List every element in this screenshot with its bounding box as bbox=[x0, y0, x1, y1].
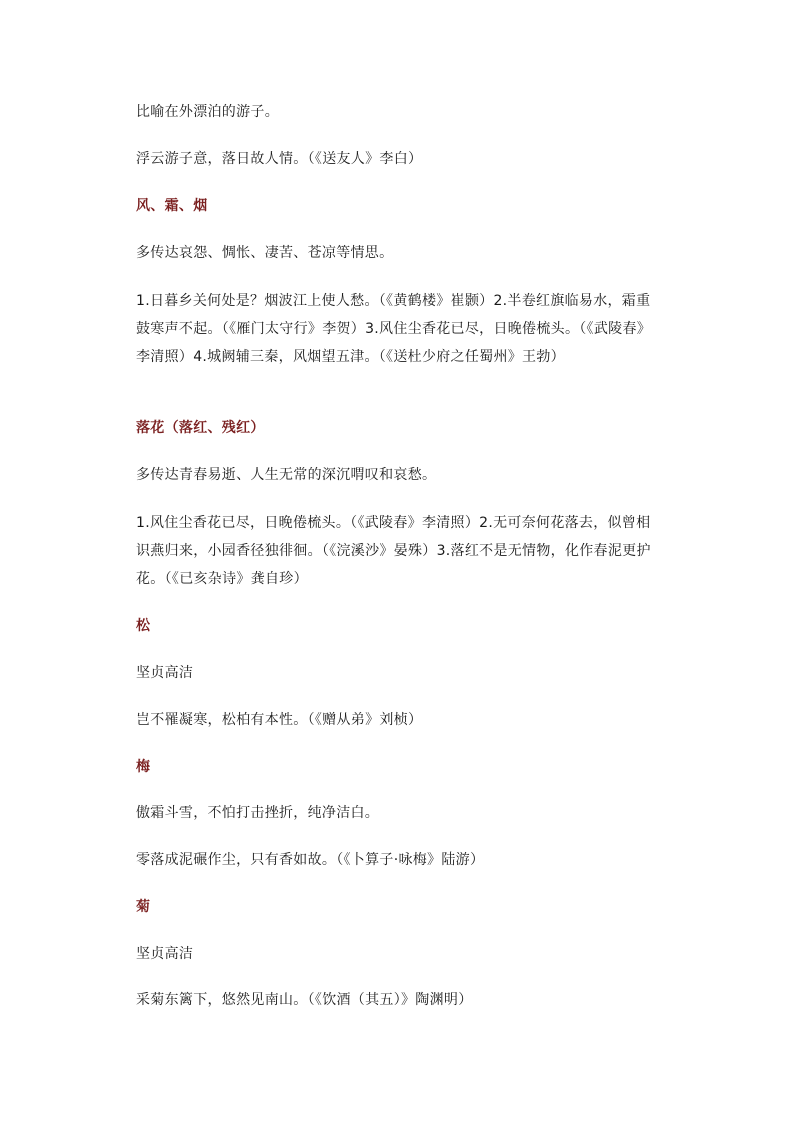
paragraph-plum-meaning: 傲霜斗雪，不怕打击挫折，纯净洁白。 bbox=[136, 805, 380, 821]
paragraph-fallen-flowers-quotes: 1.风住尘香花已尽，日晚倦梳头。（《武陵春》李清照）2.无可奈何花落去，似曾相识燕归来，小园香径独徘徊。（《浣溪沙》晏殊）3.落红不是无情物，化作春泥更护花。（《已亥杂诗》龚自珍） bbox=[136, 515, 651, 587]
paragraph-wanderer-metaphor: 比喻在外漂泊的游子。 bbox=[136, 104, 279, 120]
paragraph-chrysanthemum-meaning: 坚贞高洁 bbox=[136, 946, 194, 962]
paragraph-wind-meaning: 多传达哀怨、惆怅、凄苦、苍凉等情思。 bbox=[136, 245, 394, 261]
paragraph-wind-quotes: 1.日暮乡关何处是？烟波江上使人愁。（《黄鹤楼》崔颢）2.半卷红旗临易水，霜重鼓寒声不起。（《雁门太守行》李贺）3.风住尘香花已尽，日晚倦梳头。（《武陵春》李清照）4.城阙辅三秦，风烟望五津。（《送杜少府之任蜀州》王勃） bbox=[136, 293, 652, 365]
section-heading-plum: 梅 bbox=[136, 759, 151, 775]
section-heading-pine: 松 bbox=[136, 618, 151, 634]
paragraph-fallen-flowers-meaning: 多传达青春易逝、人生无常的深沉喟叹和哀愁。 bbox=[136, 467, 437, 483]
paragraph-songyouren-quote: 浮云游子意，落日故人情。（《送友人》李白） bbox=[136, 151, 423, 167]
paragraph-pine-meaning: 坚贞高洁 bbox=[136, 665, 194, 681]
paragraph-plum-quote: 零落成泥碾作尘，只有香如故。（《卜算子·咏梅》陆游） bbox=[136, 852, 485, 868]
section-heading-wind-frost-smoke: 风、霜、烟 bbox=[136, 198, 208, 214]
section-heading-chrysanthemum: 菊 bbox=[136, 899, 151, 915]
paragraph-chrysanthemum-quote: 采菊东篱下，悠然见南山。（《饮酒（其五）》陶渊明） bbox=[136, 992, 473, 1008]
paragraph-pine-quote: 岂不罹凝寒，松柏有本性。（《赠从弟》刘桢） bbox=[136, 712, 423, 728]
section-heading-fallen-flowers: 落花（落红、残红） bbox=[136, 420, 265, 436]
